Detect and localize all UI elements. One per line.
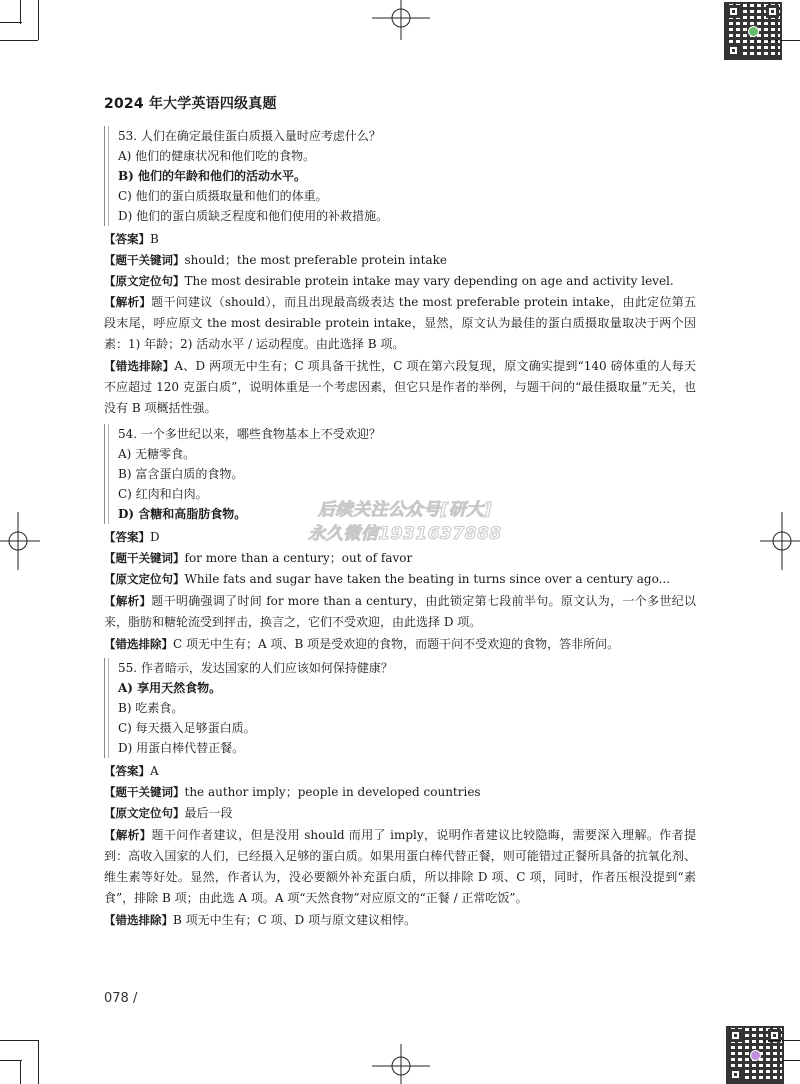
registration-mark-icon xyxy=(372,1044,430,1084)
quote-bar xyxy=(104,424,114,524)
question-block-55 xyxy=(104,658,694,758)
watermark-line: 永久微信1931637888 xyxy=(308,524,502,544)
option-c: C) 每天摄入足够蛋白质。 xyxy=(118,721,256,735)
exclude-53: 【错选排除】A、D 两项无中生有；C 项具备干扰性，C 项在第六段复现，原文确实提到“140 磅体重的人每天不应超过 120 克蛋白质”，说明体重是一个考虑因素，但它只是作者的举例，与题干问的“最佳摄取量”无关，也没有 B 项概括性强。 xyxy=(104,359,697,415)
analysis-55: 【解析】题干问作者建议，但是没用 should 而用了 imply，说明作者建议比较隐晦，需要深入理解。作者提到：高收入国家的人们，已经摄入足够的蛋白质。如果用蛋白棒代替正餐，则可能错过正餐所具备的抗氧化剂、维生素等好处。显然，作者认为，没必要额外补充蛋白质，所以排除 D 项、C 项，同时，作者压根没提到“素食”，排除 B 项；由此选 A 项。A 项“天然食物”对应原文的“正餐 / 正常吃饭”。 xyxy=(104,828,696,905)
option-a: A) 无糖零食。 xyxy=(118,447,196,461)
registration-mark-icon xyxy=(372,0,430,40)
option-c: C) 红肉和白肉。 xyxy=(118,487,208,501)
answer-55: 【答案】A xyxy=(104,764,159,778)
option-a: A) 他们的健康状况和他们吃的食物。 xyxy=(118,149,316,163)
keywords-53: 【题干关键词】should；the most preferable protein intake xyxy=(104,253,447,267)
quote-bar xyxy=(104,126,114,226)
option-a: A) 享用天然食物。 xyxy=(118,681,222,695)
crop-mark xyxy=(0,40,38,41)
page-title: 2024 年大学英语四级真题 xyxy=(104,96,277,112)
crop-mark xyxy=(38,0,39,40)
qr-code-icon xyxy=(726,1026,784,1084)
page-number: 078 / xyxy=(104,991,138,1006)
locate-55: 【原文定位句】最后一段 xyxy=(104,806,233,820)
watermark-line: 后续关注公众号[研大] xyxy=(317,500,493,520)
keywords-54: 【题干关键词】for more than a century；out of favor xyxy=(104,551,413,565)
keywords-55: 【题干关键词】the author imply；people in developed countries xyxy=(104,785,481,799)
question-stem: 54. 一个多世纪以来，哪些食物基本上不受欢迎？ xyxy=(118,427,381,441)
analysis-53: 【解析】题干问建议（should），而且出现最高级表达 the most preferable protein intake，由此定位第五段末尾，呼应原文 the most desirable protein intake，显然，原文认为最佳的蛋白质摄取量取决于两个因素：1) 年龄；2) 活动水平 / 运动程度。由此选择 B 项。 xyxy=(104,295,697,351)
exclude-54: 【错选排除】C 项无中生有；A 项、B 项是受欢迎的食物，而题干问不受欢迎的食物，答非所问。 xyxy=(104,637,620,651)
crop-mark xyxy=(0,1060,22,1061)
exclude-55: 【错选排除】B 项无中生有；C 项、D 项与原文建议相悖。 xyxy=(104,913,417,927)
analysis-54: 【解析】题干明确强调了时间 for more than a century，由此锁定第七段前半句。原文认为，一个多世纪以来，脂肪和糖轮流受到抨击，换言之，它们不受欢迎，由此选择 D 项。 xyxy=(104,594,697,629)
option-b: B) 富含蛋白质的食物。 xyxy=(118,467,244,481)
quote-bar xyxy=(104,658,114,758)
crop-mark xyxy=(20,0,21,24)
option-d: D) 用蛋白棒代替正餐。 xyxy=(118,741,245,755)
crop-mark xyxy=(38,1040,39,1084)
option-d: D) 他们的蛋白质缺乏程度和他们使用的补救措施。 xyxy=(118,209,389,223)
question-stem: 53. 人们在确定最佳蛋白质摄入量时应考虑什么？ xyxy=(118,129,381,143)
crop-mark xyxy=(20,1060,21,1084)
option-b: B) 他们的年龄和他们的活动水平。 xyxy=(118,169,306,183)
watermark xyxy=(300,498,510,546)
answer-54: 【答案】D xyxy=(104,530,160,544)
registration-mark-icon xyxy=(0,512,40,570)
crop-mark xyxy=(0,22,22,23)
option-b: B) 吃素食。 xyxy=(118,701,184,715)
locate-53: 【原文定位句】The most desirable protein intake may vary depending on age and activity level. xyxy=(104,274,674,288)
qr-code-icon xyxy=(724,2,782,60)
locate-54: 【原文定位句】While fats and sugar have taken the beating in turns since over a century ago... xyxy=(104,572,671,586)
answer-53: 【答案】B xyxy=(104,232,159,246)
option-d: D) 含糖和高脂肪食物。 xyxy=(118,507,247,521)
registration-mark-icon xyxy=(760,512,800,570)
option-c: C) 他们的蛋白质摄取量和他们的体重。 xyxy=(118,189,328,203)
question-stem: 55. 作者暗示，发达国家的人们应该如何保持健康？ xyxy=(118,661,393,675)
question-block-53 xyxy=(104,126,694,226)
crop-mark xyxy=(0,1040,38,1041)
